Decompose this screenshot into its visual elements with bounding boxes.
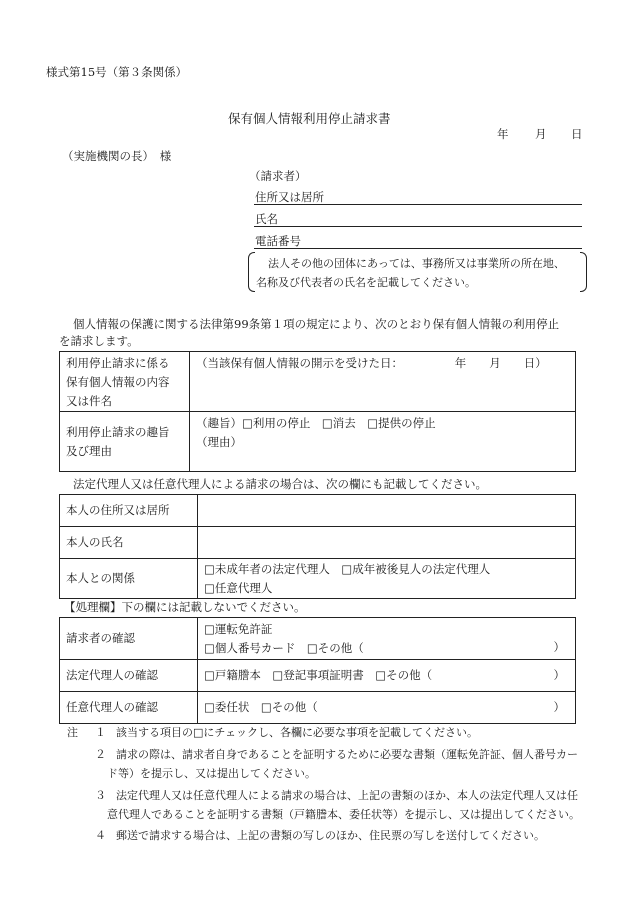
date-day: 日: [571, 127, 583, 141]
form-number: 様式第15号（第３条関係）: [46, 65, 188, 79]
note-4: 郵送で請求する場合は、上記の書類の写しのほか、住民票の写しを送付してください。: [116, 829, 545, 842]
intro-line1: 個人情報の保護に関する法律第99条第１項の規定により、次のとおり保有個人情報の利用停止: [73, 317, 560, 331]
disclosure-date-text: （当該保有個人情報の開示を受けた日： 年 月 日）: [196, 356, 547, 370]
purpose-value-cell[interactable]: [190, 412, 576, 472]
agent-table: [59, 494, 576, 599]
purpose-label-2: 及び理由: [66, 443, 112, 458]
processing-table: [59, 617, 576, 724]
requester-check-cell[interactable]: [198, 618, 576, 660]
reason-label: （理由）: [196, 435, 242, 449]
relation-options-cell[interactable]: [198, 559, 576, 599]
legal-agent-check-cell[interactable]: [198, 660, 576, 692]
purpose-checkboxes[interactable]: （趣旨）□利用の停止 □消去 □提供の停止: [196, 416, 436, 430]
processing-note: 【処理欄】下の欄には記載しないでください。: [64, 600, 306, 614]
phone-field-line[interactable]: [254, 248, 582, 249]
intro-line2: を請求します。: [59, 334, 139, 348]
note-1: 該当する項目の□にチェックし、各欄に必要な事項を記載してください。: [116, 726, 479, 739]
principal-address-field[interactable]: [198, 495, 576, 527]
note-1-number: １: [95, 726, 106, 739]
legal-agent-check-opts[interactable]: □戸籍謄本 □登記事項証明書 □その他（: [204, 668, 433, 682]
address-field-line[interactable]: [254, 204, 582, 205]
note-4-number: ４: [95, 829, 106, 842]
content-label-3: 又は件名: [66, 394, 112, 408]
relation-label: 本人との関係: [60, 559, 198, 599]
principal-address-label: 本人の住所又は居所: [60, 495, 198, 527]
voluntary-agent-check-opts[interactable]: □委任状 □その他（: [204, 700, 318, 714]
principal-name-label: 本人の氏名: [60, 527, 198, 559]
close-paren: ）: [553, 700, 565, 714]
table-row: [60, 559, 576, 599]
voluntary-agent-check-label: 任意代理人の確認: [60, 692, 198, 724]
request-table: [59, 351, 576, 472]
close-paren: ）: [553, 668, 565, 682]
legal-agent-check-label: 法定代理人の確認: [60, 660, 198, 692]
address-label: 住所又は居所: [255, 190, 324, 204]
note-3-line1: 法定代理人又は任意代理人による請求の場合は、上記の書類のほか、本人の法定代理人又は任: [116, 789, 578, 802]
close-paren: ）: [553, 640, 565, 654]
addressee: （実施機関の長） 様: [62, 149, 172, 163]
date-year: 年: [497, 127, 509, 141]
note-2-line2: ド等）を提示し、又は提出してください。: [107, 767, 316, 780]
table-row: [60, 660, 576, 692]
corp-note-line2: 名称及び代表者の氏名を記載してください。: [256, 276, 476, 289]
table-row: [60, 495, 576, 527]
content-value-cell[interactable]: [190, 352, 576, 412]
requester-check-label: 請求者の確認: [60, 618, 198, 660]
right-bracket: [580, 252, 587, 292]
notes-prefix: 注: [67, 726, 78, 739]
note-3-number: ３: [95, 789, 106, 802]
content-label-1: 利用停止請求に係る: [66, 356, 170, 370]
principal-name-field[interactable]: [198, 527, 576, 559]
phone-label: 電話番号: [255, 234, 301, 248]
date-month: 月: [535, 127, 547, 141]
purpose-label-cell: [60, 412, 190, 472]
agent-note: 法定代理人又は任意代理人による請求の場合は、次の欄にも記載してください。: [73, 477, 487, 491]
content-label-2: 保有個人情報の内容: [66, 375, 170, 389]
name-label: 氏名: [255, 212, 278, 226]
note-2-number: ２: [95, 748, 106, 761]
table-row: [60, 692, 576, 724]
requester-heading: （請求者）: [249, 169, 307, 183]
table-row: [60, 352, 576, 412]
requester-check-opt1[interactable]: □運転免許証: [204, 621, 273, 636]
purpose-label-1: 利用停止請求の趣旨: [66, 424, 170, 439]
voluntary-agent-check-cell[interactable]: [198, 692, 576, 724]
table-row: [60, 618, 576, 660]
corp-note-line1: 法人その他の団体にあっては、事務所又は事業所の所在地、: [268, 257, 565, 270]
table-row: [60, 412, 576, 472]
relation-options-2[interactable]: □任意代理人: [204, 580, 273, 595]
content-label-cell: [60, 352, 190, 412]
name-field-line[interactable]: [254, 226, 582, 227]
note-2-line1: 請求の際は、請求者自身であることを証明するために必要な書類（運転免許証、個人番号カー: [116, 748, 578, 761]
requester-check-opt2[interactable]: □個人番号カード □その他（: [204, 640, 364, 655]
relation-options-1[interactable]: □未成年者の法定代理人 □成年被後見人の法定代理人: [204, 561, 491, 576]
left-bracket: [248, 252, 255, 292]
note-3-line2: 意代理人であることを証明する書類（戸籍謄本、委任状等）を提示し、又は提出してください。: [107, 808, 580, 821]
table-row: [60, 527, 576, 559]
page-title: 保有個人情報利用停止請求書: [228, 111, 391, 126]
